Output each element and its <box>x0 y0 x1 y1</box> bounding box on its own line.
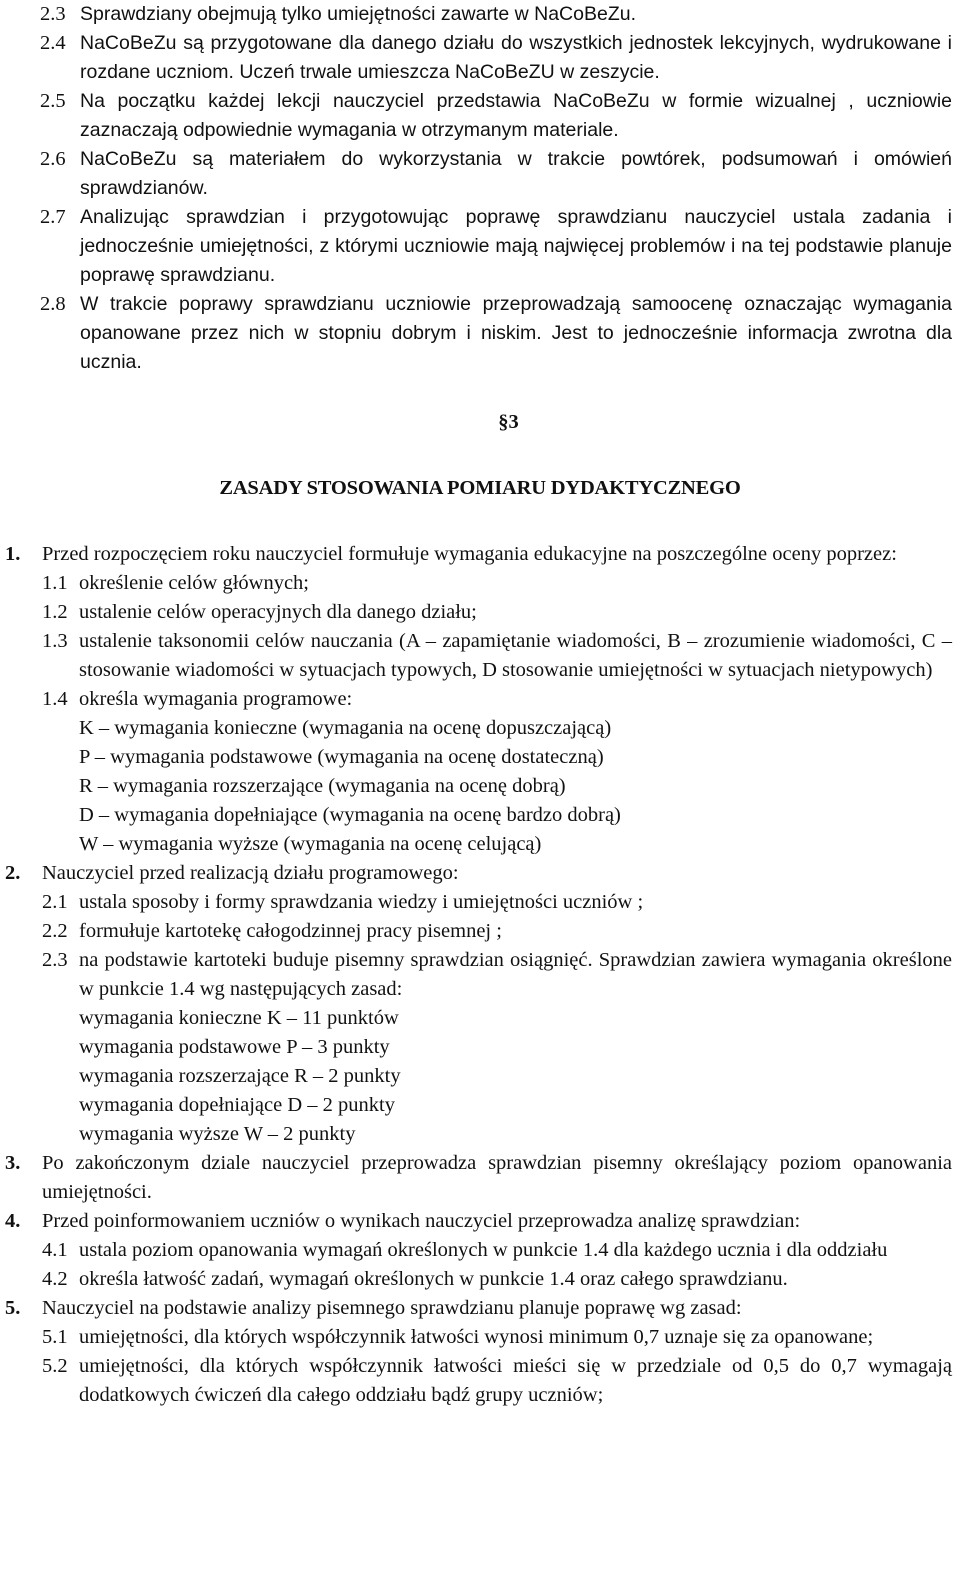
item-number: 2.2 <box>42 920 68 942</box>
paragraph-sign: §3 <box>498 411 519 433</box>
point-item: wymagania konieczne K – 11 punktów <box>79 1007 399 1029</box>
item-text: określenie celów głównych; <box>79 572 309 594</box>
item-number: 2.8 <box>40 293 66 315</box>
list-item <box>42 685 952 714</box>
list-item <box>42 627 952 685</box>
list-item <box>42 888 952 917</box>
points-list <box>42 1004 952 1149</box>
item-text: określa łatwość zadań, wymagań określonych w punkcie 1.4 oraz całego sprawdzianu. <box>79 1268 788 1290</box>
main-item <box>5 540 952 569</box>
list-item <box>42 598 952 627</box>
item-number: 1.2 <box>42 601 68 623</box>
list-item <box>40 290 952 377</box>
item-text: NaCoBeZu są materiałem do wykorzystania w trakcie powtórek, podsumowań i omówień sprawdzianów. <box>80 148 952 199</box>
sublist <box>5 1236 952 1294</box>
section-3-list <box>0 540 960 1410</box>
list-item <box>42 569 952 598</box>
main-number: 4. <box>5 1210 21 1232</box>
main-text: Przed rozpoczęciem roku nauczyciel formułuje wymagania edukacyjne na poszczególne oceny poprzez: <box>42 543 897 565</box>
levels-list <box>42 714 952 859</box>
section-heading: ZASADY STOSOWANIA POMIARU DYDAKTYCZNEGO <box>219 477 741 499</box>
item-text: Analizując sprawdzian i przygotowując poprawę sprawdzianu nauczyciel ustala zadania i jednocześnie umiejętności, z którymi uczniowie mają najwięcej problemów i na tej podstawie planuje poprawę sprawdzianu. <box>80 206 952 286</box>
item-number: 5.1 <box>42 1326 68 1348</box>
level-item: R – wymagania rozszerzające (wymagania na ocenę dobrą) <box>79 775 566 797</box>
item-text: ustala sposoby i formy sprawdzania wiedzy i umiejętności uczniów ; <box>79 891 644 913</box>
main-text: Po zakończonym dziale nauczyciel przeprowadza sprawdzian pisemny określający poziom opanowania umiejętności. <box>42 1152 952 1203</box>
main-number: 1. <box>5 543 21 565</box>
level-item: P – wymagania podstawowe (wymagania na ocenę dostateczną) <box>79 746 604 768</box>
list-item <box>40 0 952 29</box>
item-number: 2.1 <box>42 891 68 913</box>
item-number: 2.3 <box>40 3 66 25</box>
item-number: 1.1 <box>42 572 68 594</box>
item-number: 1.4 <box>42 688 68 710</box>
list-item <box>42 946 952 1004</box>
main-text: Nauczyciel na podstawie analizy pisemnego sprawdzianu planuje poprawę wg zasad: <box>42 1297 742 1319</box>
main-text: Przed poinformowaniem uczniów o wynikach nauczyciel przeprowadza analizę sprawdzian: <box>42 1210 801 1232</box>
item-number: 1.3 <box>42 630 68 652</box>
item-text: określa wymagania programowe: <box>79 688 353 710</box>
item-text: Na początku każdej lekcji nauczyciel przedstawia NaCoBeZu w formie wizualnej , uczniowie zaznaczają odpowiednie wymagania w otrzymanym materiale. <box>80 90 952 141</box>
item-text: W trakcie poprawy sprawdzianu uczniowie przeprowadzają samoocenę oznaczając wymagania opanowane przez nich w stopniu dobrym i niskim. Jest to jednocześnie informacja zwrotna dla ucznia. <box>80 293 952 373</box>
section-2-list <box>0 0 960 377</box>
main-item <box>5 859 952 888</box>
point-item: wymagania podstawowe P – 3 punkty <box>79 1036 390 1058</box>
list-item <box>40 29 952 87</box>
main-item <box>5 1294 952 1323</box>
level-item: K – wymagania konieczne (wymagania na ocenę dopuszczającą) <box>79 717 612 739</box>
item-number: 4.1 <box>42 1239 68 1261</box>
sublist <box>5 888 952 1149</box>
list-item <box>42 1265 952 1294</box>
main-item <box>5 1207 952 1236</box>
point-item: wymagania dopełniające D – 2 punkty <box>79 1094 395 1116</box>
list-item <box>42 1323 952 1352</box>
level-item: W – wymagania wyższe (wymagania na ocenę celującą) <box>79 833 542 855</box>
list-item <box>42 917 952 946</box>
item-number: 2.7 <box>40 206 66 228</box>
item-number: 4.2 <box>42 1268 68 1290</box>
list-item <box>40 145 952 203</box>
item-number: 2.3 <box>42 949 68 971</box>
item-number: 2.6 <box>40 148 66 170</box>
point-item: wymagania wyższe W – 2 punkty <box>79 1123 356 1145</box>
main-number: 5. <box>5 1297 21 1319</box>
item-text: ustala poziom opanowania wymagań określonych w punkcie 1.4 dla każdego ucznia i dla oddziału <box>79 1239 888 1261</box>
main-text: Nauczyciel przed realizacją działu programowego: <box>42 862 459 884</box>
list-item <box>40 203 952 290</box>
item-text: ustalenie celów operacyjnych dla danego działu; <box>79 601 477 623</box>
main-number: 2. <box>5 862 21 884</box>
list-item <box>42 1236 952 1265</box>
sublist <box>5 1323 952 1410</box>
item-text: Sprawdziany obejmują tylko umiejętności zawarte w NaCoBeZu. <box>80 3 636 25</box>
item-number: 2.4 <box>40 32 66 54</box>
item-text: umiejętności, dla których współczynnik łatwości mieści się w przedziale od 0,5 do 0,7 wymagają dodatkowych ćwiczeń dla całego oddziału bądź grupy uczniów; <box>79 1355 952 1406</box>
level-item: D – wymagania dopełniające (wymagania na ocenę bardzo dobrą) <box>79 804 621 826</box>
main-item <box>5 1149 952 1207</box>
item-number: 2.5 <box>40 90 66 112</box>
item-text: ustalenie taksonomii celów nauczania (A – zapamiętanie wiadomości, B – zrozumienie wiadomości, C – stosowanie wiadomości w sytuacjach typowych, D stosowanie umiejętności w sytuacjach nietypowych) <box>79 630 952 681</box>
main-number: 3. <box>5 1152 21 1174</box>
item-text: formułuje kartotekę całogodzinnej pracy pisemnej ; <box>79 920 502 942</box>
item-number: 5.2 <box>42 1355 68 1377</box>
point-item: wymagania rozszerzające R – 2 punkty <box>79 1065 401 1087</box>
item-text: na podstawie kartoteki buduje pisemny sprawdzian osiągnięć. Sprawdzian zawiera wymagania określone w punkcie 1.4 wg następujących zasad: <box>79 949 952 1000</box>
item-text: NaCoBeZu są przygotowane dla danego działu do wszystkich jednostek lekcyjnych, wydrukowane i rozdane uczniom. Uczeń trwale umieszcza NaCoBeZU w zeszycie. <box>80 32 952 83</box>
list-item <box>42 1352 952 1410</box>
item-text: umiejętności, dla których współczynnik łatwości wynosi minimum 0,7 uznaje się za opanowane; <box>79 1326 874 1348</box>
sublist <box>5 569 952 859</box>
list-item <box>40 87 952 145</box>
